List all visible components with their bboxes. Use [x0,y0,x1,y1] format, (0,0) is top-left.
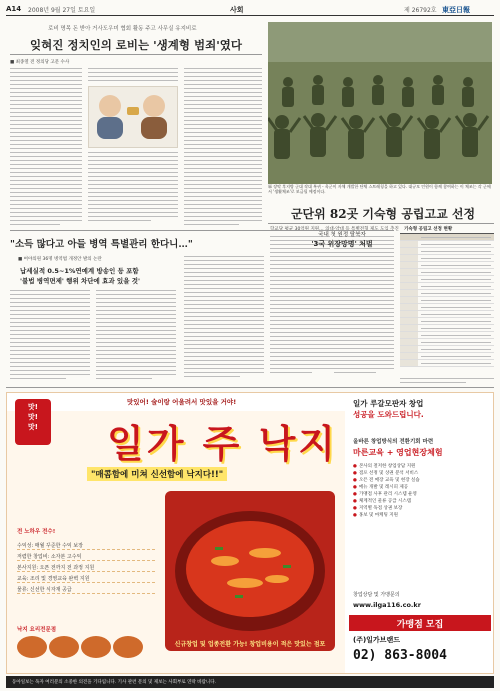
ad-support-item: ● 지역별 독점 상권 보장 [353,505,487,512]
ad-food-photo [165,491,335,651]
dish-image [113,636,143,658]
story1-column-2 [88,152,178,224]
story1-column-1 [10,68,82,228]
ad-support-item: ● 오픈 전 매장 교육 및 현장 실습 [353,477,487,484]
ad-menu-strip [17,625,155,665]
photo-story-headline[interactable]: 군단위 82곳 기숙형 공립고교 선정 [290,207,476,221]
story2-headline[interactable]: "소득 많다고 아들 병역 특별관리 한다니…" [10,239,193,250]
story3-kicker: 국내 첫 원정 탈북자 [318,232,366,238]
ad-support-item: ● 가맹점 사후 관리 시스템 운영 [353,491,487,498]
ad-benefits-title: 전 노하우 전수! [17,529,56,535]
franchise-advertisement[interactable] [6,392,494,674]
story1-headline[interactable]: 잊혀진 정치인의 로비는 '생계형 범죄'였다 [30,38,242,52]
ad-support-item: ● 메뉴 개발 및 레시피 제공 [353,484,487,491]
ad-benefit-item: 교육: 조리 및 경영교육 완벽 지원 [17,572,155,583]
newspaper-logo: 東亞日報 [442,6,470,14]
page-footer: 동아일보는 독자 여러분의 소중한 의견을 기다립니다. 기사 관련 문의 및 제보는 사회부로 연락 바랍니다. [6,676,494,688]
ad-website-link[interactable]: www.ilga116.co.kr [353,601,421,609]
ad-headline-right: 일가 루갈모판자 창업 [353,399,424,408]
story2-column-2 [96,290,176,382]
ad-opportunity-headline: 마른교육 + 영업현장체험 [353,448,443,457]
soldiers-exercise-photo [268,22,492,184]
divider [10,54,262,55]
story3-headline[interactable]: '3국 위장망명' 처벌 [311,240,373,248]
school-table-title: 기숙형 공립고 선정 현황 [404,227,453,232]
story2-column-3 [184,256,264,380]
dish-image [81,636,111,658]
section-title: 사회 [230,6,244,14]
ad-support-list [353,463,487,519]
dish-image [49,636,79,658]
ad-benefit-item: 물류: 신선한 식자재 공급 [17,583,155,594]
ad-brand-name: 일가 주 낙지 [107,421,338,466]
story1-column-2a [88,68,178,84]
issue-date: 2008년 9월 27일 토요일 [28,7,96,14]
ad-support-item: ● 본사의 철저한 창업상담 지원 [353,463,487,470]
edition-number: 제 26792호 [404,7,437,14]
story2-column-1 [10,290,90,382]
photo-story-subheadline: 학교당 평균 30억원 지원… 의대·약대 등 특별전형 제도 도입 추진 [270,227,399,232]
story1-column-3 [184,68,262,228]
ad-call-label: 창업상담 및 가맹문의 [353,592,400,598]
ad-support-item: ● 체계적인 물류 공급 시스템 [353,498,487,505]
ad-taste-badge: 맛! 맛! 맛! [15,399,51,445]
ad-tagline: 맛있어! 술이랑 어울려서 맛있을 거야! [127,398,237,406]
ad-benefits-list [17,539,155,594]
story3-body [310,252,394,372]
page-header [6,4,494,16]
ad-benefit-item: 본사지원: 오픈 전까지 전 과정 지원 [17,561,155,572]
table-notes [400,378,494,386]
ad-opportunity-label: 올바른 창업방식의 전환기회 마련 [353,439,434,445]
story1-kicker: 로비 명목 돈 받아 거사도우미 협회 활동 주고 사무실 유지비로 [48,26,197,32]
ad-headline-right-2: 성공을 도와드립니다. [353,410,424,419]
ad-info-panel [345,393,494,674]
school-table [400,233,494,375]
photo-caption: 軍 장악 후지방 군대 작대 복귀 - 육군이 자체 개발한 단체 스트레칭을 하고 있다. 대규모 인원이 함께 참여하는 이 체조는 각 군에서 '생활체조'로 보급될 예정이다. [268,184,491,194]
ad-company-name: (주)일가브랜드 [353,636,400,644]
dish-image [17,636,47,658]
ad-support-item: ● 홍보 및 마케팅 지원 [353,512,487,519]
story2-deck [20,266,140,286]
ad-support-item: ● 점포 선정 및 상권 분석 서비스 [353,470,487,477]
ad-benefit-item: 저렴한 창업비: 소자본 고수익 [17,550,155,561]
story1-illustration [88,86,178,148]
ad-slogan: "매콤함에 미쳐 신선함에 낙지다!!" [87,467,227,481]
ad-recruit-banner[interactable]: 가맹점 모집 [349,615,491,631]
page-number: A14 [6,5,22,13]
story1-byline: ■ 최종열 전 정의당 고문 수사 [10,60,70,65]
divider [6,387,494,388]
ad-phone-number[interactable]: 02) 863-8004 [353,648,447,663]
story2-deck-line-1: 납세실적 0.5~1%연예계 방송인 등 포함 [20,267,139,275]
story2-deck-line-2: '불법 병역면제' 행위 차단에 효과 있을 것' [20,277,141,285]
ad-benefit-item: 수익성: 매월 꾸준한 수익 보장 [17,539,155,550]
ad-food-caption: 신규창업 및 업종전환 가능! 창업비용이 적은 맛있는 점포 [174,641,326,648]
ad-menu-title: 낙지 요리전문점 [17,627,57,633]
divider [268,223,494,224]
story2-subheadline: ■ 여야의원 36명 병역법 개정안 발의 논란 [18,257,102,262]
